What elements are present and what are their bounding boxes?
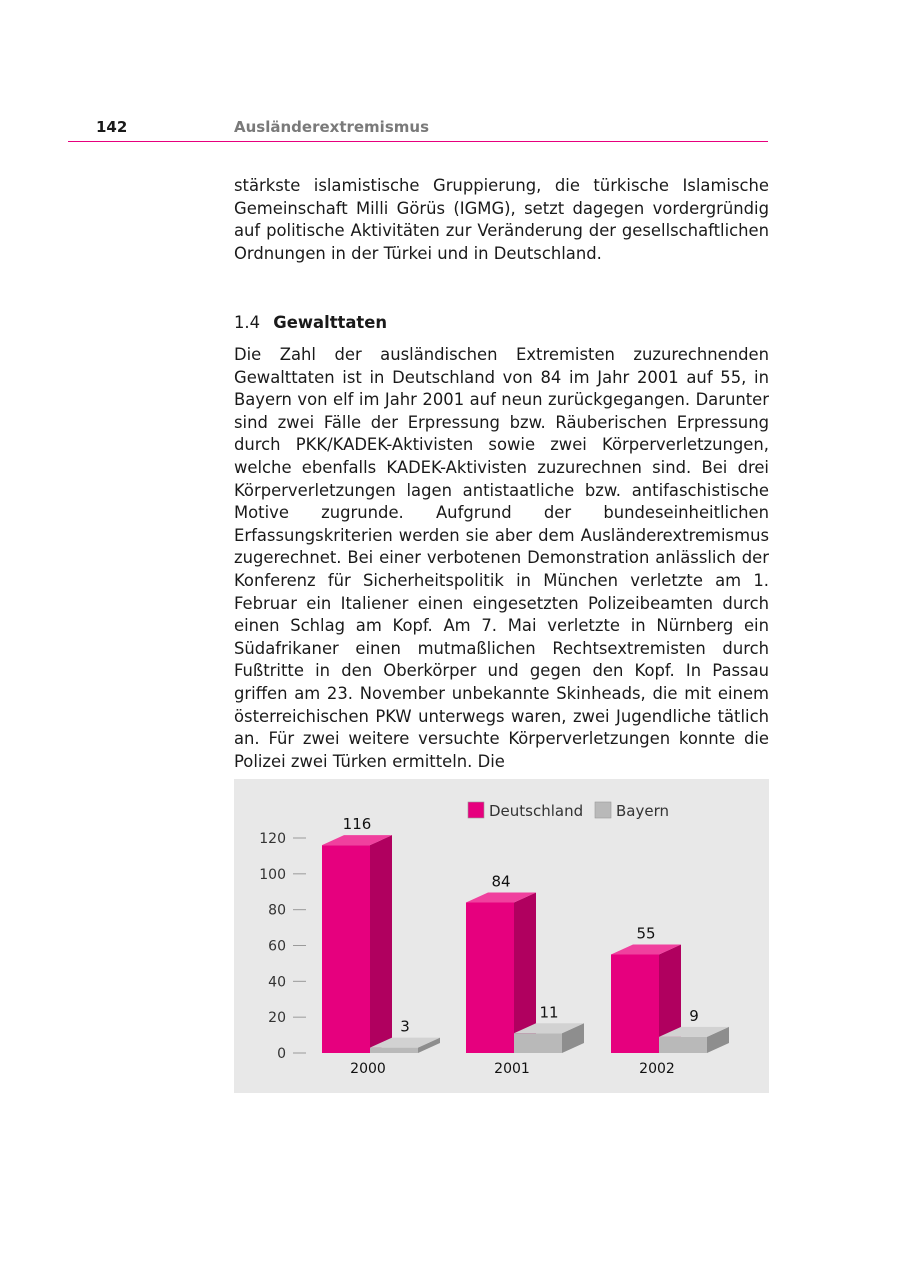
legend-label-bayern: Bayern — [616, 802, 669, 820]
bar-deutschland-2000-side — [370, 835, 392, 1053]
running-head-title: Ausländerextremismus — [234, 118, 429, 136]
y-axis-tick-label: 80 — [268, 902, 286, 919]
body-paragraph-2: Die Zahl der ausländischen Extremisten zuzurechnenden Gewalttaten ist in Deutschland von 84 im Jahr 2001 auf 55, in Bayern von elf im Jahr 2001 auf neun zurückgegangen. Darunter sind zwei Fälle der Erpressung bzw. Räuberischen Erpressung durch PKK/KADEK-Aktivisten sowie zwei Körperverletzungen, welche ebenfalls KADEK-Aktivisten zuzurechnen sind. Bei drei Körperverletzungen lagen antistaatliche bzw. antifaschistische Motive zugrunde. Aufgrund der bundeseinheitlichen Erfassungskriterien werden sie aber dem Ausländerextremismus zugerechnet. Bei einer verbotenen Demonstration anlässlich der Konferenz für Sicherheitspolitik in München verletzte am 1. Februar ein Italiener einen eingesetzten Polizeibeamten durch einen Schlag am Kopf. Am 7. Mai verletzte in Nürnberg ein Südafrikaner einen mutmaßlichen Rechtsextremisten durch Fußtritte in den Oberkörper und gegen den Kopf. In Passau griffen am 23. November unbekannte Skinheads, die mit einem österreichischen PKW unterwegs waren, zwei Jugendliche tätlich an. Für zwei weitere versuchte Körperverletzungen konnte die Polizei zwei Türken ermitteln. Die — [234, 345, 769, 771]
bar-deutschland-2001-front — [466, 903, 514, 1054]
section-number: 1.4 — [234, 313, 261, 332]
y-axis-tick-label: 20 — [268, 1010, 286, 1027]
bar-deutschland-2000-front — [322, 845, 370, 1053]
bar-value-label: 11 — [539, 1003, 559, 1022]
y-axis-tick-label: 60 — [268, 938, 286, 955]
x-axis-category-label: 2000 — [350, 1061, 386, 1077]
x-axis-category-label: 2001 — [494, 1061, 530, 1077]
bar-value-label: 116 — [342, 815, 372, 834]
bar-deutschland-2002-front — [611, 954, 659, 1053]
header-rule — [68, 141, 768, 142]
legend-swatch-bayern — [595, 802, 611, 818]
bar-bayern-2000-front — [370, 1048, 418, 1053]
bar-value-label: 3 — [400, 1017, 410, 1036]
page-number: 142 — [96, 118, 128, 136]
y-axis-tick-label: 100 — [259, 866, 286, 883]
y-axis-tick-label: 40 — [268, 974, 286, 991]
body-paragraph-1: stärkste islamistische Gruppierung, die türkische Islamische Gemeinschaft Milli Görüs (IGMG), setzt dagegen vordergründig auf politische Aktivitäten zur Veränderung der gesellschaftlichen Ordnungen in der Türkei und in Deutschland. — [234, 176, 769, 263]
y-axis-tick-label: 0 — [277, 1046, 286, 1062]
bar-value-label: 9 — [689, 1006, 699, 1025]
x-axis-category-label: 2002 — [639, 1061, 675, 1077]
y-axis-tick-label: 120 — [259, 831, 286, 847]
section-title: Gewalttaten — [273, 313, 388, 332]
bar-bayern-2002-front — [659, 1037, 707, 1053]
legend-label-deutschland: Deutschland — [489, 802, 584, 820]
bar-value-label: 55 — [636, 924, 656, 943]
section-heading — [234, 312, 387, 334]
bar-bayern-2001-front — [514, 1033, 562, 1053]
bar-chart — [234, 779, 769, 1093]
legend-swatch-deutschland — [468, 802, 484, 818]
chart-panel — [234, 779, 769, 1093]
bar-value-label: 84 — [491, 872, 511, 891]
